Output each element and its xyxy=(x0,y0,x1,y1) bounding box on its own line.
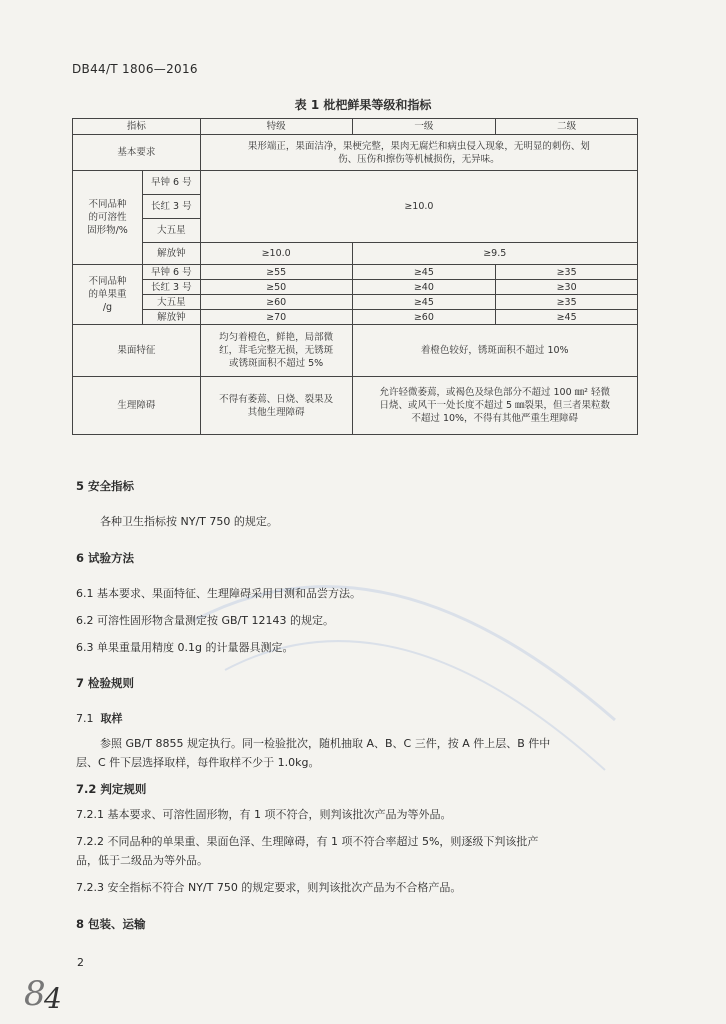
solid-common-value: ≥10.0 xyxy=(200,171,637,243)
weight-special: ≥70 xyxy=(200,310,352,325)
physio-rest-line: 允许轻微萎蔫，或褐色及绿色部分不超过 100 ㎜² 轻微 xyxy=(379,387,610,398)
handwritten-mark: 8 xyxy=(24,974,46,1014)
physio-special-line: 其他生理障碍 xyxy=(247,406,305,418)
handwritten-mark: 4 xyxy=(44,982,62,1015)
section-7-2-2-line2: 品，低于二级品为等外品。 xyxy=(76,854,208,867)
solid-label xyxy=(73,171,143,265)
weight-label xyxy=(73,265,143,325)
basic-text-line: 果形端正，果面洁净，果梗完整，果肉无腐烂和病虫侵入现象，无明显的刺伤、划 xyxy=(247,140,590,152)
section-7-2-title: 7.2 判定规则 xyxy=(76,782,147,796)
section-7-1-line2: 层、C 件下层选择取样，每件取样不少于 1.0kg。 xyxy=(76,756,320,769)
solid-label-line: 的可溶性 xyxy=(88,212,127,223)
solid-row xyxy=(73,171,638,195)
document-code: DB44/T 1806—2016 xyxy=(72,62,198,76)
weight-special: ≥55 xyxy=(200,265,352,280)
surface-rest: 着橙色较好，锈斑面积不超过 10% xyxy=(352,325,638,377)
section-7-1-line1: 参照 GB/T 8855 规定执行。同一检验批次，随机抽取 A、B、C 三件，按 A 件上层、B 件中 xyxy=(100,737,551,750)
weight-variety: 大五星 xyxy=(142,295,200,310)
section-7-1-title: 取样 xyxy=(100,712,123,725)
surface-row xyxy=(73,325,638,377)
weight-label-line: 的单果重 xyxy=(88,289,127,300)
surface-special xyxy=(200,325,352,377)
header-second: 二级 xyxy=(496,119,638,135)
weight-first: ≥40 xyxy=(352,280,496,295)
surface-label: 果面特征 xyxy=(73,325,201,377)
solid-jiefang-special: ≥10.0 xyxy=(200,243,352,265)
header-first: 一级 xyxy=(352,119,496,135)
weight-variety: 长红 3 号 xyxy=(142,280,200,295)
weight-first: ≥45 xyxy=(352,265,496,280)
surface-special-line: 或锈斑面积不超过 5% xyxy=(229,358,324,369)
physio-special xyxy=(200,377,352,435)
weight-row xyxy=(73,280,638,295)
weight-first: ≥45 xyxy=(352,295,496,310)
table-title: 表 1 枇杷鲜果等级和指标 xyxy=(294,98,432,112)
weight-row xyxy=(73,265,638,280)
weight-special: ≥50 xyxy=(200,280,352,295)
weight-first: ≥60 xyxy=(352,310,496,325)
physio-rest xyxy=(352,377,638,435)
solid-variety: 大五星 xyxy=(142,219,200,243)
solid-label-line: 固形物/% xyxy=(87,225,128,236)
section-6-title: 6 试验方法 xyxy=(76,551,135,565)
solid-jiefang-rest: ≥9.5 xyxy=(352,243,638,265)
section-6-1: 6.1 基本要求、果面特征、生理障碍采用目测和品尝方法。 xyxy=(76,587,361,600)
physio-row xyxy=(73,377,638,435)
section-7-2-2-line1: 7.2.2 不同品种的单果重、果面色泽、生理障碍，有 1 项不符合率超过 5%，则逐级下判该批产 xyxy=(76,835,539,848)
weight-label-line: 不同品种 xyxy=(88,276,127,287)
section-6-3: 6.3 单果重量用精度 0.1g 的计量器具测定。 xyxy=(76,641,294,654)
basic-label: 基本要求 xyxy=(73,135,201,171)
section-6-2: 6.2 可溶性固形物含量测定按 GB/T 12143 的规定。 xyxy=(76,614,334,627)
section-5-text: 各种卫生指标按 NY/T 750 的规定。 xyxy=(100,515,278,528)
table-header-row xyxy=(73,119,638,135)
solid-variety: 长红 3 号 xyxy=(142,195,200,219)
weight-row xyxy=(73,310,638,325)
header-special: 特级 xyxy=(200,119,352,135)
weight-second: ≥45 xyxy=(496,310,638,325)
physio-rest-line: 不超过 10%，不得有其他严重生理障碍 xyxy=(411,413,579,424)
grade-table xyxy=(72,118,638,435)
solid-variety: 解放钟 xyxy=(142,243,200,265)
weight-second: ≥35 xyxy=(496,295,638,310)
weight-variety: 解放钟 xyxy=(142,310,200,325)
weight-special: ≥60 xyxy=(200,295,352,310)
weight-second: ≥35 xyxy=(496,265,638,280)
section-8-title: 8 包装、运输 xyxy=(76,917,146,931)
physio-rest-line: 日烧、或风干一处长度不超过 5 ㎜裂果，但三者果粒数 xyxy=(379,400,611,411)
weight-variety: 早钟 6 号 xyxy=(142,265,200,280)
header-indicator: 指标 xyxy=(73,119,201,135)
surface-special-line: 均匀着橙色，鲜艳，局部微 xyxy=(219,332,334,343)
page-number: 2 xyxy=(77,956,84,969)
solid-label-line: 不同品种 xyxy=(88,199,127,210)
section-7-title: 7 检验规则 xyxy=(76,676,135,690)
section-7-2-3: 7.2.3 安全指标不符合 NY/T 750 的规定要求，则判该批次产品为不合格产品。 xyxy=(76,881,462,894)
section-5-title: 5 安全指标 xyxy=(76,479,135,493)
section-7-1-number: 7.1 xyxy=(76,712,94,725)
surface-special-line: 红，茸毛完整无损，无锈斑 xyxy=(219,345,334,356)
weight-row xyxy=(73,295,638,310)
physio-label: 生理障碍 xyxy=(73,377,201,435)
weight-second: ≥30 xyxy=(496,280,638,295)
weight-label-line: /g xyxy=(102,302,113,313)
section-7-1-heading xyxy=(76,710,123,726)
basic-text xyxy=(200,135,637,171)
physio-special-line: 不得有萎蔫、日烧、裂果及 xyxy=(219,393,334,405)
basic-text-line: 伤、压伤和擦伤等机械损伤，无异味。 xyxy=(338,153,500,165)
basic-row xyxy=(73,135,638,171)
solid-variety: 早钟 6 号 xyxy=(142,171,200,195)
solid-row xyxy=(73,243,638,265)
section-7-2-1: 7.2.1 基本要求、可溶性固形物，有 1 项不符合，则判该批次产品为等外品。 xyxy=(76,808,452,821)
